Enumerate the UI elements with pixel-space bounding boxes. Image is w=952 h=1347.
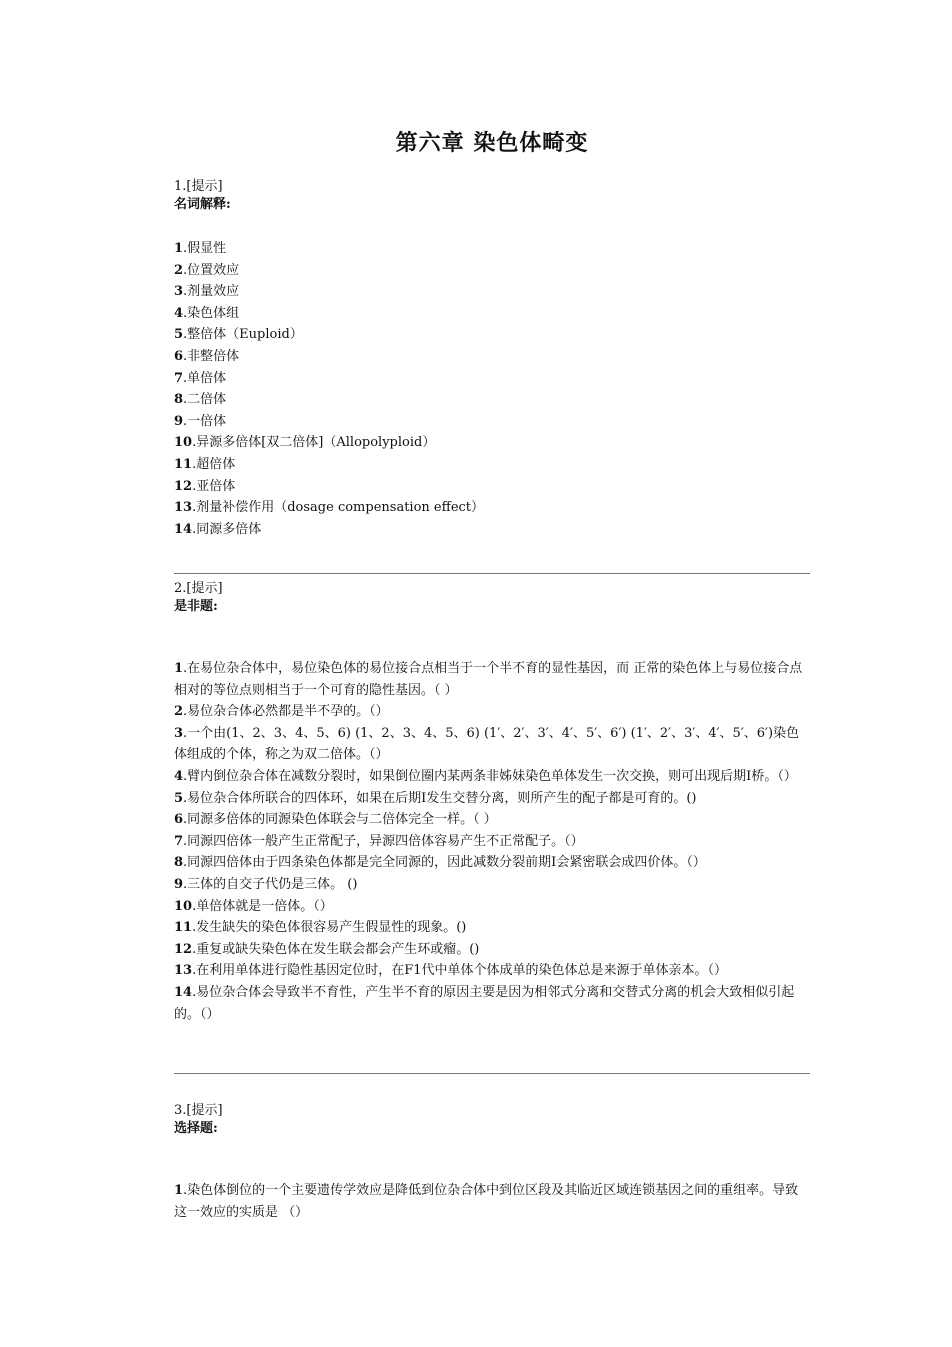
question-text: .易位杂合体会导致半不育性，产生半不育的原因主要是因为相邻式分离和交替式分离的机会大致相似引起的。（）	[174, 984, 795, 1022]
question-text: .易位杂合体必然都是半不孕的。（）	[183, 704, 389, 720]
question-item	[174, 476, 810, 498]
question-number: 6	[174, 348, 184, 364]
question-number: 4	[174, 305, 184, 321]
question-text: .发生缺失的染色体很容易产生假显性的现象。()	[192, 920, 467, 936]
question-text: .同源四倍体一般产生正常配子，异源四倍体容易产生不正常配子。（）	[183, 833, 584, 849]
question-text: .单倍体	[183, 370, 227, 386]
question-number: 14	[174, 521, 193, 537]
question-item	[174, 917, 810, 939]
question-text: .重复或缺失染色体在发生联会都会产生环或瘤。()	[192, 941, 480, 957]
question-number: 12	[174, 941, 193, 957]
question-item	[174, 809, 810, 831]
question-text: .亚倍体	[192, 478, 236, 494]
question-list	[174, 658, 810, 1025]
question-number: 14	[174, 984, 193, 1000]
question-number: 7	[174, 833, 184, 849]
question-item	[174, 411, 810, 433]
question-number: 6	[174, 812, 184, 828]
question-text: .在利用单体进行隐性基因定位时，在F1代中单体个体成单的染色体总是来源于单体亲本。（）	[192, 963, 728, 979]
question-number: 12	[174, 478, 193, 494]
section-hint: 2.[提示]	[174, 581, 223, 596]
section-heading: 是非题:	[174, 599, 218, 614]
question-text: .同源多倍体的同源染色体联会与二倍体完全一样。（ ）	[183, 812, 497, 828]
question-item	[174, 982, 810, 1025]
section-hint: 3.[提示]	[174, 1103, 223, 1118]
question-item	[174, 658, 810, 701]
question-text: .在易位杂合体中，易位染色体的易位接合点相当于一个半不育的显性基因，而 正常的染色体上与易位接合点相对的等位点则相当于一个可育的隐性基因。（ ）	[174, 661, 803, 698]
question-item	[174, 939, 810, 961]
question-number: 11	[174, 920, 193, 936]
question-item	[174, 260, 810, 282]
question-number: 2	[174, 704, 184, 720]
question-text: .位置效应	[183, 262, 240, 278]
question-number: 9	[174, 876, 184, 892]
question-text: .一倍体	[183, 413, 227, 429]
question-number: 10	[174, 898, 193, 914]
question-text: .异源多倍体[双二倍体]（Allopolyploid）	[192, 435, 436, 451]
question-item	[174, 519, 810, 541]
section-divider	[174, 573, 810, 574]
question-text: .染色体倒位的一个主要遗传学效应是降低到位杂合体中到位区段及其临近区域连锁基因之间的重组率。导致这一效应的实质是 （）	[174, 1183, 799, 1220]
question-text: .剂量效应	[183, 284, 240, 300]
question-list	[174, 238, 810, 540]
question-item	[174, 788, 810, 810]
section-true-false	[174, 580, 810, 1025]
question-number: 7	[174, 370, 184, 386]
question-item	[174, 874, 810, 896]
question-number: 8	[174, 392, 184, 408]
question-text: .同源四倍体由于四条染色体都是完全同源的，因此减数分裂前期Ⅰ会紧密联会成四价体。（）	[183, 855, 706, 871]
question-text: .非整倍体	[183, 348, 240, 364]
question-item	[174, 960, 810, 982]
page-title: 第六章 染色体畸变	[395, 131, 589, 156]
section-heading: 选择题:	[174, 1121, 218, 1136]
question-number: 11	[174, 456, 193, 472]
question-item	[174, 432, 810, 454]
question-text: .整倍体（Euploid）	[183, 327, 303, 343]
question-text: .同源多倍体	[192, 521, 262, 537]
question-number: 4	[174, 768, 184, 784]
question-number: 2	[174, 262, 184, 278]
question-item	[174, 238, 810, 260]
question-number: 10	[174, 435, 193, 451]
question-number: 13	[174, 963, 193, 979]
question-item	[174, 723, 810, 766]
section-multiple-choice	[174, 1102, 810, 1223]
question-text: .染色体组	[183, 305, 240, 321]
question-item	[174, 766, 810, 788]
question-item	[174, 831, 810, 853]
question-item	[174, 389, 810, 411]
section-divider	[174, 1073, 810, 1074]
question-item	[174, 324, 810, 346]
question-number: 8	[174, 855, 184, 871]
question-text: .易位杂合体所联合的四体环，如果在后期Ⅰ发生交替分离，则所产生的配子都是可育的。()	[183, 790, 697, 806]
question-number: 3	[174, 284, 184, 300]
section-hint: 1.[提示]	[174, 179, 223, 194]
section-definitions	[174, 178, 810, 540]
question-number: 13	[174, 500, 193, 516]
question-number: 1	[174, 241, 184, 256]
question-item	[174, 896, 810, 918]
section-heading: 名词解释:	[174, 197, 231, 212]
question-number: 5	[174, 790, 184, 806]
question-text: .三体的自交子代仍是三体。 ()	[183, 876, 358, 892]
question-item	[174, 852, 810, 874]
question-number: 1	[174, 1183, 184, 1198]
question-item	[174, 346, 810, 368]
question-list	[174, 1180, 810, 1223]
question-item	[174, 701, 810, 723]
question-item	[174, 497, 810, 519]
question-text: .一个由(1、2、3、4、5、6) (1、2、3、4、5、6) (1′、2′、3′、4′、5′、6′) (1′、2′、3′、4′、5′、6′)染色体组成的个体，称之为双二倍体。（）	[174, 725, 800, 763]
question-text: .二倍体	[183, 392, 227, 408]
question-number: 5	[174, 327, 184, 343]
question-item	[174, 368, 810, 390]
question-text: .超倍体	[192, 456, 236, 472]
question-text: .臂内倒位杂合体在减数分裂时，如果倒位圈内某两条非姊妹染色单体发生一次交换，则可出现后期Ⅰ桥。（）	[183, 768, 797, 784]
question-item	[174, 303, 810, 325]
question-text: .假显性	[183, 241, 227, 256]
question-number: 3	[174, 725, 184, 741]
question-item	[174, 281, 810, 303]
question-number: 9	[174, 413, 184, 429]
question-item	[174, 1180, 810, 1223]
question-item	[174, 454, 810, 476]
question-text: .单倍体就是一倍体。（）	[192, 898, 333, 914]
question-text: .剂量补偿作用（dosage compensation effect）	[192, 500, 485, 516]
question-number: 1	[174, 661, 184, 676]
